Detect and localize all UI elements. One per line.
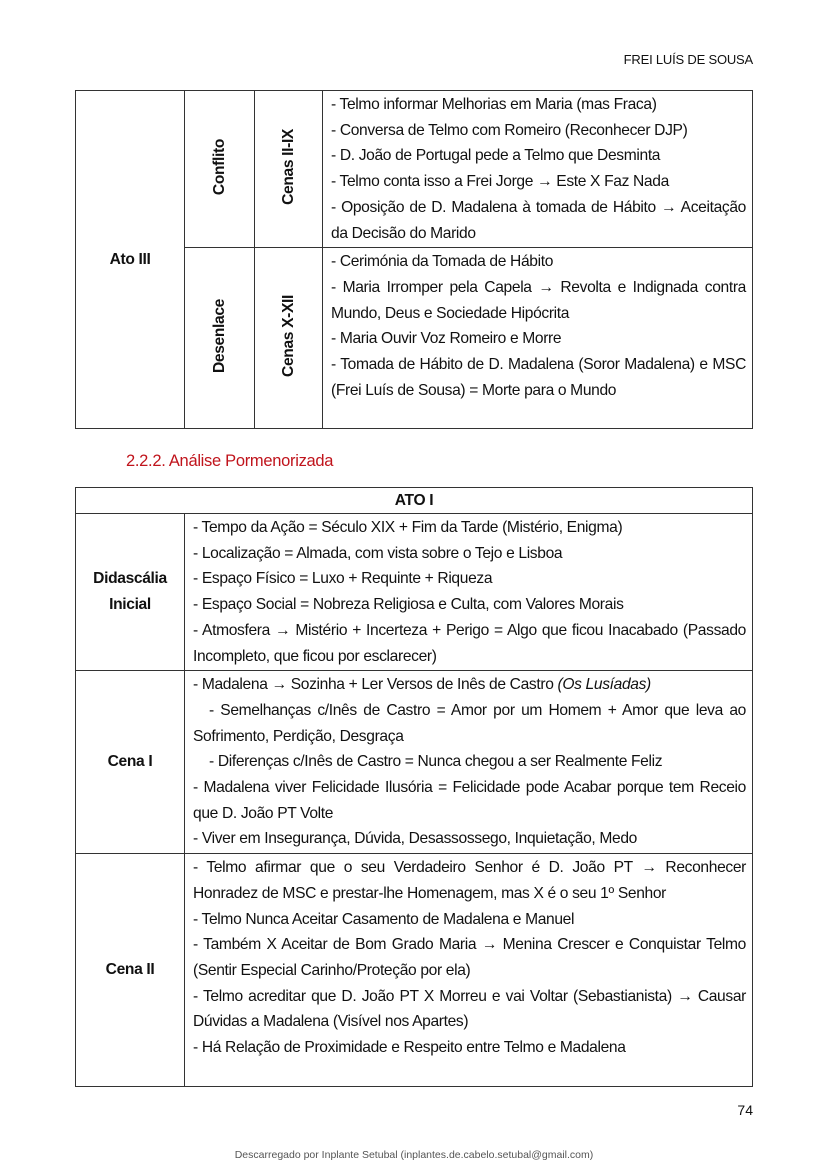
phase-label: Conflito — [210, 138, 228, 195]
list-item: - Há Relação de Proximidade e Respeito entre Telmo e Madalena — [193, 1039, 626, 1057]
table-row — [76, 671, 753, 854]
list-item: - Tomada de Hábito de D. Madalena (Soror Madalena) e MSC (Frei Luís de Sousa) = Morte para o Mundo — [331, 356, 746, 399]
table-row — [76, 854, 753, 1087]
act-one-table — [75, 487, 753, 1087]
table-row — [76, 514, 753, 671]
list-item: - Telmo conta isso a Frei Jorge → Este X Faz Nada — [331, 173, 669, 191]
list-item: - Semelhanças c/Inês de Castro = Amor por um Homem + Amor que leva ao Sofrimento, Perdição, Desgraça — [193, 701, 746, 745]
list-item: - Maria Irromper pela Capela → Revolta e Indignada contra Mundo, Deus e Sociedade Hipócrita — [331, 278, 746, 322]
list-item: - Espaço Físico = Luxo + Requinte + Riqueza — [193, 570, 493, 588]
section-title: 2.2.2. Análise Pormenorizada — [126, 452, 334, 470]
list-item: - Viver em Insegurança, Dúvida, Desassossego, Inquietação, Medo — [193, 830, 637, 848]
row-label: Cena I — [76, 671, 185, 854]
list-item: - Madalena → Sozinha + Ler Versos de Inês de Castro (Os Lusíadas) — [193, 676, 651, 694]
scenes-label: Cenas X-XII — [279, 294, 297, 377]
content-cell — [185, 514, 753, 671]
table-header: ATO I — [76, 488, 753, 514]
content-cell — [323, 248, 753, 429]
italic-title: (Os Lusíadas) — [557, 676, 651, 694]
download-footer: Descarregado por Inplante Setubal (inplantes.de.cabelo.setubal@gmail.com) — [234, 1149, 594, 1161]
table-row — [76, 91, 753, 248]
page-number: 74 — [737, 1102, 753, 1118]
table-header-row — [76, 488, 753, 514]
list-item: - Telmo Nunca Aceitar Casamento de Madalena e Manuel — [193, 910, 575, 928]
list-item: - Maria Ouvir Voz Romeiro e Morre — [331, 330, 562, 348]
list-item: - Madalena viver Felicidade Ilusória = Felicidade pode Acabar porque tem Receio que D. João PT Volte — [193, 779, 746, 822]
list-item: - Também X Aceitar de Bom Grado Maria → Menina Crescer e Conquistar Telmo (Sentir Especial Carinho/Proteção por ela) — [193, 936, 746, 979]
list-item: - Cerimónia da Tomada de Hábito — [331, 253, 554, 271]
row-label: Cena II — [76, 854, 185, 1087]
list-item: - Telmo acreditar que D. João PT X Morreu e vai Voltar (Sebastianista) → Causar Dúvidas a Madalena (Visível nos Apartes) — [193, 987, 746, 1031]
running-header: FREI LUÍS DE SOUSA — [623, 52, 753, 67]
list-item: - Espaço Social = Nobreza Religiosa e Culta, com Valores Morais — [193, 596, 624, 614]
content-cell — [323, 91, 753, 248]
list-item: - Telmo afirmar que o seu Verdadeiro Senhor é D. João PT → Reconhecer Honradez de MSC e prestar-lhe Homenagem, mas X é o seu 1º Senhor — [193, 859, 746, 902]
list-item: - Telmo informar Melhorias em Maria (mas Fraca) — [331, 96, 657, 113]
content-cell — [185, 854, 753, 1087]
list-item: - Conversa de Telmo com Romeiro (Reconhecer DJP) — [331, 121, 688, 139]
list-item: - Tempo da Ação = Século XIX + Fim da Tarde (Mistério, Enigma) — [193, 519, 623, 536]
phase-label: Desenlace — [210, 298, 228, 373]
act-three-table — [75, 90, 753, 429]
row-label: Didascália Inicial — [76, 514, 185, 671]
content-cell — [185, 671, 753, 854]
list-item: - Atmosfera → Mistério + Incerteza + Perigo = Algo que ficou Inacabado (Passado Incompleto, que ficou por esclarecer) — [193, 621, 746, 665]
scenes-label: Cenas II-IX — [279, 128, 297, 205]
list-item: - Oposição de D. Madalena à tomada de Hábito → Aceitação da Decisão do Marido — [331, 198, 746, 242]
list-item: - D. João de Portugal pede a Telmo que Desminta — [331, 147, 661, 165]
list-item: - Localização = Almada, com vista sobre o Tejo e Lisboa — [193, 544, 563, 562]
list-item: - Diferenças c/Inês de Castro = Nunca chegou a ser Realmente Feliz — [209, 753, 663, 771]
act-label: Ato III — [76, 91, 185, 429]
